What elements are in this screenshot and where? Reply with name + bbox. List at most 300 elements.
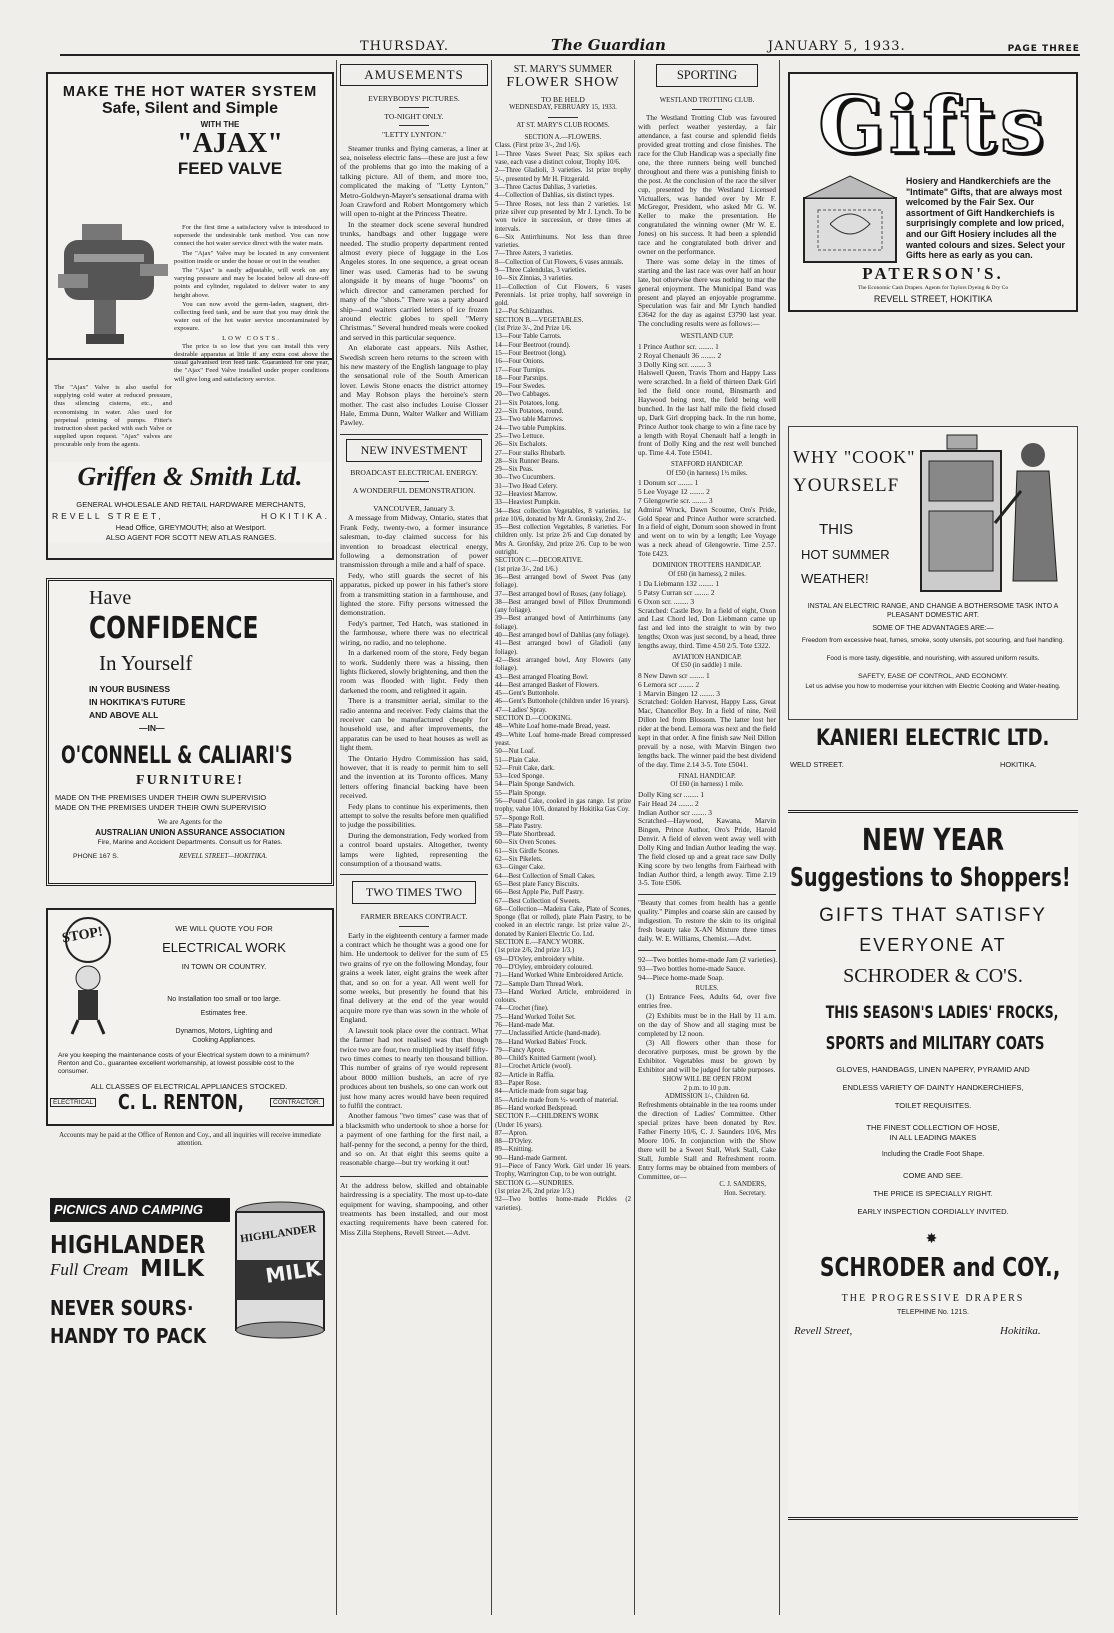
renton-keeping: Are you keeping the maintenance costs of your Electrical system down to a minimum? Renton and Co., guarantee excellent workmanship, at lowest possible cost to the consumer. bbox=[58, 1052, 310, 1075]
dominion-sub: Of £60 (in harness), 2 miles. bbox=[668, 570, 746, 578]
schroder-sports: SPORTS and MILITARY COATS bbox=[825, 1033, 1045, 1054]
flower-show-entry: 76—Hand-made Mat. bbox=[495, 1022, 555, 1029]
oconnell-caliari-ad bbox=[46, 578, 334, 886]
schroder-name-line: SCHRODER & CO'S. bbox=[843, 965, 1023, 987]
flower-show-entry: 59—Plate Shortbread. bbox=[495, 831, 556, 839]
result-line: 7 Glengowrie scr. ........ 3 bbox=[638, 496, 713, 506]
stafford-report: Admiral Wruck, Dawn Scoume, Oro's Pride, Gold Spear and Prince Author were scratched. In a field of eight, Donum soon showed in front and went on to win by a length; Lee Voyage was a neck ahead of Glengowrie. Time 2.57. Tote £423. bbox=[638, 505, 776, 559]
result-line: 6 Oxon scr. ........ 3 bbox=[638, 597, 695, 607]
griffen-firm-line1: GENERAL WHOLESALE AND RETAIL HARDWARE MERCHANTS, bbox=[76, 500, 306, 509]
flower-show-entry: 78—Hand Worked Babies' Frock. bbox=[495, 1038, 587, 1046]
two-times-two-sub: FARMER BREAKS CONTRACT. bbox=[360, 912, 468, 922]
flower-show-entry: 41—Best arranged bowl of Gladioli (any foliage). bbox=[495, 640, 631, 656]
flower-show-entry: 15—Four Beetroot (long). bbox=[495, 349, 567, 357]
divider bbox=[692, 109, 722, 110]
new-investment-para: There is a transmitter aerial, similar to the radio antenna and receiver. Fedy claims that the receiver can be manufactured cheaply for household use, and after improvements, the apparatus can be used to heat houses as well as light them. bbox=[340, 696, 488, 753]
flower-show-entry: 67—Best Collection of Sweets. bbox=[495, 897, 581, 905]
show-rules bbox=[638, 993, 776, 1075]
final-heading: FINAL HANDICAP. bbox=[678, 772, 736, 780]
flower-show-entry: 71—Hand Worked White Embroidered Article. bbox=[495, 972, 624, 980]
griffen-head-office: Head Office, GREYMOUTH; also at Westport. bbox=[115, 523, 267, 532]
flower-show-entry: 90—Hand-made Garment. bbox=[495, 1154, 568, 1162]
renton-estimates: Estimates free. bbox=[200, 1010, 248, 1017]
oconnell-caliari-name: O'CONNELL & CALIARI'S bbox=[61, 741, 293, 769]
flower-show-entry: 89—Knitting. bbox=[495, 1146, 533, 1154]
flower-show-entry: 55—Plain Sponge. bbox=[495, 789, 547, 797]
flower-show-entry: 62—Six Pikelets. bbox=[495, 856, 543, 864]
new-investment-dateline: VANCOUVER, January 3. bbox=[373, 504, 455, 514]
schroder-everyone: EVERYONE AT bbox=[859, 935, 1007, 955]
flower-show-entry: 80—Child's Knitted Garment (wool). bbox=[495, 1055, 597, 1063]
griffen-firm-name: Griffen & Smith Ltd. bbox=[77, 462, 303, 491]
flower-show-entry: 12—Pot Schizanthus. bbox=[495, 308, 554, 316]
flower-show-entry: 51—Plain Cake. bbox=[495, 756, 540, 764]
westland-cup-report: Halswell Queen, Travis Thorn and Happy Lass were scratched. In a field of thirteen Dark Girl led the field once round, Binsmarth and Haywood being next, the field being well bunched. In the last half mile the field closed up, Dark Girl dropping back. In the run home, Prince Author took charge to win a fine race by a length with Royal Chenault half a length in front of Dolly King and the rest well bunched up. Time 4.4. Tote £5041. bbox=[638, 369, 776, 458]
flower-show-entry: 26—Six Eschalots. bbox=[495, 441, 548, 449]
flower-show-entry: 28—Six Runner Beans. bbox=[495, 457, 560, 465]
renton-electrical-work: ELECTRICAL WORK bbox=[162, 940, 286, 955]
column-flower-show bbox=[495, 62, 631, 1617]
result-line: 8 New Dawn scr ........ 1 bbox=[638, 670, 710, 680]
flower-show-entry: SECTION C.—DECORATIVE. bbox=[495, 557, 583, 565]
new-investment-para: The Ontario Hydro Commission has said, however, that it is ready to permit him to sell and the invention at its Toronto offices. Many letters offering financial backing have been received. bbox=[340, 753, 488, 801]
kanieri-advantages: SOME OF THE ADVANTAGES ARE:— bbox=[872, 625, 994, 632]
flower-show-entry: SECTION F.—CHILDREN'S WORK bbox=[495, 1113, 599, 1121]
highlander-never-sours: NEVER SOURS· bbox=[50, 1296, 194, 1320]
kanieri-weather: WEATHER! bbox=[801, 571, 869, 586]
result-line: 5 Lee Voyage 12 ........ 2 bbox=[638, 487, 710, 497]
two-times-two-heading: TWO TIMES TWO bbox=[365, 885, 463, 900]
flower-show-entry: 63—Ginger Cake. bbox=[495, 864, 545, 872]
highlander-full-cream: Full Cream bbox=[50, 1260, 129, 1279]
sporting-body bbox=[638, 114, 776, 329]
divider bbox=[399, 499, 429, 500]
two-times-two-para: Another famous "two times" case was that of a blacksmith who undertook to shoe a horse for a payment of one farthing for the first nail, a half-penny for the second, a penny for the third, and so on. At that eight this seems quite a reasonable charge—but try working it out! bbox=[340, 1111, 488, 1168]
dominion-report: Scratched: Castle Boy. In a field of eight, Oxon and Last Chord led, Don Liebmann came up fast and led into the straight to win by two lengths; Oxon was just second, by a head, three lengths away, third. Time 4.50 2/5. Tote £322. bbox=[638, 606, 776, 651]
result-line: 6 Lemora scr ........ 2 bbox=[638, 680, 700, 690]
schroder-cradle: Including the Cradle Foot Shape. bbox=[881, 1151, 985, 1158]
flower-show-entry: 64—Best Collection of Small Cakes. bbox=[495, 872, 596, 880]
flower-show-entry: 66—Best Apple Pie, Puff Pastry. bbox=[495, 889, 584, 897]
schroder-early: EARLY INSPECTION CORDIALLY INVITED. bbox=[857, 1207, 1009, 1216]
show-admission: ADMISSION 1/-, Children 6d. bbox=[664, 1092, 750, 1100]
confidence-agents: We are Agents for the bbox=[157, 817, 223, 826]
column-rule bbox=[336, 60, 337, 1615]
renton-contractor-label: CONTRACTOR. bbox=[270, 1098, 324, 1107]
show-rule: (2) Exhibits must be in the Hall by 11 a.m. on the day of Show and all staging must be completed by 12 noon. bbox=[638, 1011, 776, 1038]
hairdressing-notice: At the address below, skilled and obtainable hairdressing is a speciality. The most up-to-date equipment for waving, shampooing, and other treatments has been installed, and our most exacting requirements have been catered for. Miss Zilla Stephens, Revell Street.—Advt. bbox=[340, 1180, 488, 1237]
flower-show-entry: 18—Four Parsnips. bbox=[495, 374, 548, 382]
two-times-two-heading-box bbox=[352, 881, 476, 904]
flower-show-entry: 8—Collection of Cut Flowers, 6 vases annuals. bbox=[495, 258, 624, 266]
sporting-heading-box bbox=[656, 64, 758, 87]
new-investment-heading-box bbox=[346, 439, 482, 462]
final-report: Scratched—Haywood, Kawana, Marvin Bingen, Prince Author, Oro's Pride, Harold Denvir. A field of eleven went away well with Dolly King and Indian Author leading the way. The field closed up and a great race saw Dolly King score by two lengths from Fairhead with Indian Author third, a length away. Time 2.19 3-5. Tote £506. bbox=[638, 817, 776, 888]
highlander-milk: MILK bbox=[140, 1256, 204, 1282]
amusements-sub2: TO-NIGHT ONLY. bbox=[384, 112, 444, 122]
flower-show-entry: 50—Nut Loaf. bbox=[495, 748, 536, 756]
show-open-heading: SHOW WILL BE OPEN FROM bbox=[662, 1076, 752, 1084]
handkerchief-box-icon bbox=[802, 174, 898, 270]
ajax-body-para: For the first time a satisfactory valve is introduced to supersede the undesirable tank method. You can now connect the hot water service direct with the water main. bbox=[174, 224, 329, 248]
kanieri-street: WELD STREET. bbox=[790, 760, 844, 769]
amusements-para: In the steamer dock scene several hundred trunks, handbags and other luggage were needed. The studio property department rented almost every piece of luggage in the Los Angeles stores. In one sequence, a great ocean liner was used. Cameras had to be swung alongside it by means of huge "booms" on which director and cameramen perched for many of the "shots." There was a party aboard ship—and waiters carried letters of ice frozen around electric globes to spell "Merry Christmas." Several hundred meals were cooked and served in this particular sequence. bbox=[340, 219, 488, 342]
flower-show-section-a: SECTION A.—FLOWERS. bbox=[524, 134, 602, 142]
ajax-headline: MAKE THE HOT WATER SYSTEM bbox=[62, 84, 318, 100]
highlander-brand: HIGHLANDER bbox=[50, 1230, 206, 1259]
column-rule bbox=[634, 60, 635, 1615]
confidence-street: REVELL STREET—HOKITIKA. bbox=[179, 853, 268, 860]
flower-show-entry: 86—Hand worked Bedspread. bbox=[495, 1104, 578, 1112]
renton-cooking: Cooking Appliances. bbox=[192, 1037, 256, 1044]
confidence-line: AND ABOVE ALL bbox=[89, 710, 159, 720]
final-sub: Of £60 (in harness) 1 mile. bbox=[670, 781, 744, 789]
ajax-name: "AJAX" bbox=[177, 128, 283, 159]
schroder-gloves: GLOVES, HANDBAGS, LINEN NAPERY, PYRAMID AND bbox=[836, 1065, 1030, 1074]
renton-electrical-ad bbox=[46, 908, 334, 1126]
confidence-fire: Fire, Marine and Accident Departments. Consult us for Rates. bbox=[97, 839, 283, 846]
flower-show-heading2: FLOWER SHOW bbox=[506, 75, 620, 90]
stafford-heading: STAFFORD HANDICAP. bbox=[671, 461, 743, 469]
confidence-have: Have bbox=[89, 587, 132, 609]
flower-show-entry: 6—Six Antirrhinums. Not less than three varieties. bbox=[495, 233, 631, 250]
aviation-sub: Of £50 (in saddle) 1 mile. bbox=[671, 662, 743, 670]
confidence-line: IN HOKITIKA'S FUTURE bbox=[89, 697, 186, 707]
new-investment-para: During the demonstration, Fedy worked from a control board upstairs. Altogether, twenty lamps were lighted, representing the consumption of a thousand watts. bbox=[340, 830, 488, 869]
flower-show-entry: 14—Four Beetroot (round). bbox=[495, 341, 571, 349]
kanieri-hot-summer: HOT SUMMER bbox=[801, 547, 890, 562]
flower-show-entry: 36—Best arranged bowl of Sweet Peas (any foliage). bbox=[495, 573, 631, 590]
result-line: 5 Patsy Curran scr ........ 2 bbox=[638, 588, 715, 598]
flower-show-entry: 45—Gent's Buttonhole. bbox=[495, 690, 560, 698]
flower-show-entry: 91—Piece of Fancy Work. Girl under 16 years. Trophy, Warrington Cup, to be won outright. bbox=[495, 1163, 631, 1179]
amusements-body bbox=[340, 144, 488, 428]
divider bbox=[399, 926, 429, 927]
amusements-para: Steamer trunks and flying cameras, a liner at sea, noiseless electric fans—these are just a few of the problems that go into the making of a talking picture. All of them, and more too, complicated the making of "Letty Lynton," Metro-Goldwyn-Mayer's sensational drama with Joan Crawford and Robert Montgomery which will open to-night at the Princess Theatre. bbox=[340, 143, 488, 219]
divider bbox=[638, 894, 776, 895]
schroder-hose1: THE FINEST COLLECTION OF HOSE, bbox=[866, 1123, 1000, 1132]
flower-show-entry: SECTION D.—COOKING. bbox=[495, 715, 572, 723]
flower-show-entry: 74—Crochet (fine). bbox=[495, 1005, 549, 1013]
flower-show-entry: 39—Best arranged bowl of Antirrhinums (any foliage). bbox=[495, 615, 631, 631]
flower-show-entry: 60—Six Oven Scones. bbox=[495, 839, 557, 847]
confidence-in-yourself: In Yourself bbox=[99, 651, 193, 675]
show-open-time: 2 p.m. to 10 p.m. bbox=[683, 1084, 731, 1092]
schroder-phone: TELEPHINE No. 121S. bbox=[897, 1309, 969, 1316]
renton-name: C. L. RENTON, bbox=[118, 1090, 244, 1114]
renton-town: IN TOWN OR COUNTRY. bbox=[181, 962, 267, 971]
schroder-ornament: ✸ bbox=[925, 1231, 941, 1247]
schroder-price: THE PRICE IS SPECIALLY RIGHT. bbox=[873, 1189, 993, 1198]
flower-show-entry: 21—Six Potatoes, long. bbox=[495, 399, 560, 407]
schroder-new-year: NEW YEAR bbox=[861, 823, 1005, 858]
flower-show-entry: 7—Three Asters, 3 varieties. bbox=[495, 250, 573, 258]
flower-show-entry: SECTION E.—FANCY WORK. bbox=[495, 939, 585, 947]
griffen-street: REVELL STREET, bbox=[52, 511, 164, 521]
flower-show-entry: (1st prize 2/6, 2nd prize 1/3.) bbox=[495, 947, 575, 955]
amusements-heading-box bbox=[340, 64, 488, 86]
divider bbox=[340, 434, 488, 435]
flower-show-entry: 87—Apron. bbox=[495, 1129, 528, 1137]
flower-show-entry: 61—Six Girdle Scones. bbox=[495, 847, 560, 855]
flower-show-class: Class. (First prize 3/-, 2nd 1/6). bbox=[495, 142, 581, 150]
flower-show-entry: 75—Hand Worked Toilet Set. bbox=[495, 1013, 576, 1021]
schroder-hose2: IN ALL LEADING MAKES bbox=[889, 1133, 977, 1142]
flower-show-heading1: ST. MARY'S SUMMER bbox=[513, 64, 613, 75]
ajax-caption: The "Ajax" Valve is also useful for supplying cold water at reduced pressure, thus silencing cisterns, etc., and economising in water. Also used for perpetual priming of pumps. Fitter's instruction sheet packed with each Valve or supplied upon request. "Ajax" valves are procurable only from the agents. bbox=[54, 384, 172, 449]
flower-show-entry: 84—Article made from sugar bag. bbox=[495, 1088, 589, 1096]
masthead-title: The Guardian bbox=[550, 36, 666, 54]
confidence-line: IN YOUR BUSINESS bbox=[89, 684, 171, 694]
electric-range-illustration-icon bbox=[917, 431, 1073, 597]
confidence-lines bbox=[89, 683, 185, 735]
flower-show-entry: 56—Pound Cake, cooked in gas range. 1st prize trophy, value 10/6, donated by Hokitika Gas Coy. bbox=[495, 797, 631, 814]
result-line: 1 Da Liebmann 132 ........ 1 bbox=[638, 578, 720, 588]
flower-show-entry: (1st Prize 3/-, 2nd Prize 1/6. bbox=[495, 325, 572, 333]
flower-show-entry: SECTION B.—VEGETABLES. bbox=[495, 316, 584, 324]
flower-show-entry: 38—Best arranged bowl of Pillox Drummondi (any foliage). bbox=[495, 598, 631, 615]
confidence-headline: CONFIDENCE bbox=[89, 611, 259, 646]
divider bbox=[638, 950, 776, 951]
new-investment-sub2: A WONDERFUL DEMONSTRATION. bbox=[352, 486, 476, 495]
kanieri-firm-name: KANIERI ELECTRIC LTD. bbox=[816, 726, 1050, 751]
flower-show-entry: 43—Best arranged Floating Bowl. bbox=[495, 673, 589, 681]
kanieri-town: HOKITIKA. bbox=[1000, 760, 1037, 769]
divider bbox=[399, 107, 429, 108]
patersons-name: PATERSON'S. bbox=[862, 264, 1004, 283]
confidence-made bbox=[55, 793, 331, 813]
masthead-date: JANUARY 5, 1933. bbox=[767, 39, 906, 54]
milk-can-brand: HIGHLANDER bbox=[239, 1222, 317, 1246]
show-rule: (1) Entrance Fees, Adults 6d, over five entries free. bbox=[638, 992, 776, 1010]
flower-show-entry: 10—Six Zinnias, 3 varieties. bbox=[495, 275, 573, 283]
result-line: 1 Prince Author scr. ........ 1 bbox=[638, 341, 719, 351]
rules-heading: RULES. bbox=[695, 984, 719, 992]
kanieri-install: INSTAL AN ELECTRIC RANGE, AND CHANGE A BOTHERSOME TASK INTO A PLEASANT DOMESTIC ART. bbox=[807, 603, 1059, 619]
griffen-firm-address bbox=[52, 511, 330, 521]
new-investment-para: A message from Midway, Ontario, states that Frank Fedy, twenty-two, a former insurance salesman, to-day claimed success for his invention to broadcast electrical energy, following a demonstration of power transmission through a mile and a half of space. bbox=[340, 513, 488, 570]
new-investment-para: Fedy, who still guards the secret of his apparatus, picked up power in his father's store from a transmitting station in a farmhouse, and lighted the store. Fifty persons witnessed the demonstration. bbox=[340, 570, 488, 618]
flower-show-entry: 42—Best arranged bowl, Any Flowers (any foliage). bbox=[495, 656, 631, 673]
flower-show-entry: 22—Six Potatoes, round. bbox=[495, 408, 564, 416]
two-times-two-para: Early in the eighteenth century a farmer made a contract which he thought was a good one for him. He undertook to deliver for the sum of £5 two grains of rye on the following Monday, four grains a week later, eight grains the week after that, and so on for a year. All went well for some weeks, but presently he found that his final delivery at the end of the year would acquire more rye than was sown in the whole of England. bbox=[340, 930, 488, 1025]
flower-show-entry: 9—Three Calendulas, 3 varieties. bbox=[495, 266, 587, 274]
schroder-ad bbox=[788, 810, 1078, 1520]
ajax-body-para: The "Ajax" is easily adjustable, will work on any varying pressure and may be located below all draw-off points and cylinder, regulated to deliver water to any height above. bbox=[174, 267, 329, 299]
flower-show-entry: 92—Two bottles home-made Pickles (2 varieties). bbox=[495, 1196, 631, 1212]
kanieri-freedom: Freedom from excessive heat, fumes, smoke, sooty utensils, pot scouring, and fuel handling. bbox=[801, 637, 1065, 644]
result-line: Indian Author scr ........ 3 bbox=[638, 807, 712, 817]
westland-cup-heading: WESTLAND CUP. bbox=[680, 333, 734, 341]
patersons-street: REVELL STREET, HOKITIKA bbox=[873, 294, 993, 304]
kanieri-electric-ad bbox=[788, 426, 1078, 720]
flower-show-entry: 65—Best plate Fancy Biscuits. bbox=[495, 880, 580, 888]
flower-show-entry: 73—Hand Worked Article, embroidered in colours. bbox=[495, 988, 631, 1005]
masthead bbox=[60, 34, 1080, 56]
flower-show-entry: 48—White Loaf home-made Bread, yeast. bbox=[495, 723, 611, 731]
renton-electrical-label: ELECTRICAL bbox=[50, 1098, 96, 1107]
result-line: Fair Head 24 ........ 2 bbox=[638, 798, 699, 808]
dominion-heading: DOMINION TROTTERS HANDICAP. bbox=[652, 562, 762, 570]
column-amusements bbox=[340, 62, 488, 1617]
schroder-gifts: GIFTS THAT SATISFY bbox=[819, 905, 1047, 926]
divider bbox=[399, 481, 429, 482]
griffen-town: HOKITIKA. bbox=[260, 511, 330, 521]
highlander-picnics-banner: PICNICS AND CAMPING bbox=[50, 1198, 230, 1222]
gifts-word: Gifts bbox=[818, 80, 1048, 171]
flower-show-entry: 16—Four Onions. bbox=[495, 358, 545, 366]
stafford-sub: Of £50 (in harness) 1½ miles. bbox=[666, 469, 748, 477]
flower-show-entry: 23—Two table Marrows. bbox=[495, 416, 564, 424]
kanieri-safety: SAFETY, EASE OF CONTROL, AND ECONOMY. bbox=[858, 673, 1008, 680]
flower-show-entry: 19—Four Swedes. bbox=[495, 383, 546, 391]
flower-show-entry: 4—Collection of Dahlias, six distinct types. bbox=[495, 192, 615, 200]
confidence-made-line: MADE ON THE PREMISES UNDER THEIR OWN SUPERVISIO bbox=[55, 793, 267, 802]
flower-show-entry: 79—Fancy Apron. bbox=[495, 1046, 546, 1054]
two-times-two-para: A lawsuit took place over the contract. What the farmer had not realised was that though twice two are four, two multiplied by itself fifty-two times comes to nearly ten thousand billion. This number of grains of rye would represent about 8000 million bushels, an acre of rye produces about ten bushels, so one can work out just how many acres would have been required to fulfil the contract. bbox=[340, 1025, 488, 1110]
result-line: 1 Donum scr ........ 1 bbox=[638, 478, 699, 488]
show-signature-title: Hon. Secretary. bbox=[723, 1189, 766, 1197]
renton-no-installation: No Installation too small or too large. bbox=[167, 996, 281, 1003]
flower-show-entry: 17—Four Turnips. bbox=[495, 366, 546, 374]
divider bbox=[340, 1176, 488, 1177]
masthead-page-number: PAGE THREE bbox=[1007, 44, 1080, 54]
renton-stocked: ALL CLASSES OF ELECTRICAL APPLIANCES STOCKED. bbox=[90, 1082, 288, 1091]
flower-show-entry: 47—Ladies' Spray. bbox=[495, 706, 547, 714]
kanieri-yourself: YOURSELF bbox=[793, 475, 900, 496]
aviation-heading: AVIATION HANDICAP. bbox=[672, 654, 742, 662]
flower-show-entry: 30—Two Cucumbers. bbox=[495, 474, 555, 482]
flower-show-entry: 29—Six Peas. bbox=[495, 466, 534, 474]
sundry-entry: 92—Two bottles home-made Jam (2 varieties). bbox=[638, 954, 778, 964]
schroder-frocks: THIS SEASON'S LADIES' FROCKS, bbox=[825, 1003, 1059, 1023]
masthead-day: THURSDAY. bbox=[360, 39, 449, 54]
flower-show-entry: 3—Three Cactus Dahlias, 3 varieties. bbox=[495, 184, 597, 192]
flower-show-sub1: TO BE HELD bbox=[541, 95, 585, 104]
flower-show-entry: 27—Four stalks Rhubarb. bbox=[495, 449, 566, 457]
schroder-endless: ENDLESS VARIETY OF DAINTY HANDKERCHIEFS, bbox=[842, 1083, 1024, 1092]
flower-show-entry: 77—Unclassified Article (hand-made). bbox=[495, 1030, 601, 1038]
flower-show-entry: 13—Four Table Carrots. bbox=[495, 333, 562, 341]
flower-show-entry: (Under 16 years). bbox=[495, 1121, 543, 1129]
flower-show-entry: 52—Fruit Cake, dark. bbox=[495, 764, 555, 772]
confidence-furniture: FURNITURE! bbox=[136, 773, 244, 788]
flower-show-entry: 68—Collection—Madeira Cake, Plate of Scones, Sponge (flat or rolled), plate Plain Pastry, to be cooked in an electric range. 1st prize value 2/-, donated by Kanieri Electric Co. Ltd. bbox=[495, 905, 631, 938]
flower-show-entry: 88—D'Oyley. bbox=[495, 1138, 533, 1146]
flower-show-entry: (1st prize 2/6, 2nd prize 1/3.) bbox=[495, 1187, 575, 1195]
new-investment-body bbox=[340, 513, 488, 868]
new-investment-para: In a darkened room of the store, Fedy began to work. Suddenly there was a hissing, then lights flickered, slowly brightening, and then the room was flooded with light. Fedy then darkened the room, and relighted it again. bbox=[340, 648, 488, 695]
renton-quote: WE WILL QUOTE YOU FOR bbox=[175, 924, 273, 933]
amusements-sub1: EVERYBODYS' PICTURES. bbox=[368, 94, 460, 103]
new-investment-heading: NEW INVESTMENT bbox=[360, 442, 468, 457]
new-investment-para: Fedy plans to continue his experiments, then attempt to solve the results before men qualified to judge the possibilities. bbox=[340, 801, 488, 830]
show-rule: (3) All flowers other than those for decorative purposes, must be grown by the Exhibitor. Vegetables must be grown by Exhibitor and will be judged for table purposes. bbox=[638, 1039, 776, 1075]
schroder-town: Hokitika. bbox=[1000, 1325, 1041, 1337]
confidence-assurance: AUSTRALIAN UNION ASSURANCE ASSOCIATION bbox=[95, 828, 285, 837]
column-rule bbox=[491, 60, 492, 1615]
renton-stop: STOP! bbox=[60, 924, 104, 947]
highlander-milk-ad bbox=[46, 1196, 334, 1366]
griffen-agent: ALSO AGENT FOR SCOTT NEW ATLAS RANGES. bbox=[105, 533, 277, 542]
schroder-street: Revell Street, bbox=[794, 1325, 853, 1337]
show-signature: C. J. SANDERS, bbox=[719, 1181, 766, 1189]
kanieri-why-cook: WHY "COOK" bbox=[793, 447, 916, 467]
flower-show-entry: 24—Two table Pumpkins. bbox=[495, 424, 567, 432]
flower-show-entry: 11—Collection of Cut Flowers, 6 vases Perennials. 1st prize trophy, half sovereign in gold. bbox=[495, 283, 631, 308]
schroder-suggestions: Suggestions to Shoppers! bbox=[790, 863, 1071, 893]
milk-can-milk: MILK bbox=[264, 1256, 323, 1288]
flower-show-entry: 35—Best collection Vegetables, 8 varieties. For children only. 1st prize 2/6 and Cup donated by Mrs A. Gronfsky, 2nd prize 2/6. Cup to be won outright. bbox=[495, 524, 631, 557]
schroder-come: COME AND SEE. bbox=[903, 1171, 963, 1180]
result-line: Dolly King scr ........ 1 bbox=[638, 789, 705, 799]
flower-show-entry: 83—Paper Rose. bbox=[495, 1080, 542, 1088]
sporting-heading: SPORTING bbox=[676, 68, 738, 82]
flower-show-entry: (1st prize 3/-, 2nd 1/6.) bbox=[495, 565, 558, 573]
flower-show-entry: 40—Best arranged bowl of Dahlias (any foliage). bbox=[495, 632, 630, 640]
schroder-firm: SCHRODER and COY., bbox=[819, 1253, 1061, 1283]
ajax-low-costs-heading: LOW COSTS. bbox=[222, 334, 281, 342]
flower-show-entry: 72—Sample Darn Thread Work. bbox=[495, 980, 584, 988]
flower-show-entry: 1—Three Vases Sweet Peas; Six spikes each vase, each vase a distinct colour, Trophy 10/6. bbox=[495, 150, 631, 167]
ajax-product: FEED VALVE bbox=[177, 159, 283, 178]
column-sporting bbox=[638, 62, 776, 1617]
flower-show-entry: 46—Gent's Buttonhole (children under 16 years). bbox=[495, 698, 630, 706]
new-investment-sub1: BROADCAST ELECTRICAL ENERGY. bbox=[350, 467, 478, 477]
flower-show-date: WEDNESDAY, FEBRUARY 15, 1933. bbox=[509, 104, 617, 112]
kanieri-food: Food is more tasty, digestible, and nourishing, with assured uniform results. bbox=[826, 655, 1040, 662]
patersons-gifts-ad bbox=[788, 72, 1078, 312]
ajax-body-para: The "Ajax" Valve may be located in any convenient position inside or under the house or out in the weather. bbox=[174, 249, 329, 265]
ajax-low-costs: The price is so low that you can install this very desirable apparatus at little if any extra cost above the usual galvanised iron feed tank. Guaranteed for one year, the "Ajax" Feed Valve installed under proper conditions will give long and satisfactory service. bbox=[174, 342, 329, 383]
flower-show-entry: 33—Heaviest Pumpkin. bbox=[495, 499, 561, 507]
sundry-entry: 93—Two bottles home-made Sauce. bbox=[638, 964, 746, 974]
flower-show-entry: 81—Crochet Article (wool). bbox=[495, 1063, 572, 1071]
sundry-entry: 94—Piece home-made Soap. bbox=[638, 973, 724, 983]
ajax-with-the: WITH THE bbox=[200, 120, 240, 129]
gifts-text: Hosiery and Handkerchiefs are the "Intimate" Gifts, that are always most welcomed by the Fair Sex. Our assortment of Gift Handkerchiefs is surprisingly complete and low priced, and our Gift Hosiery includes all the wanted colours and sizes. Select your Gifts here as early as you can. bbox=[906, 176, 1065, 261]
flower-show-entry: 5—Three Roses, not less than 2 varieties. 1st prize silver cup presented by Mr J. Lynch. To be won twice in succession, or three times at intervals. bbox=[495, 200, 631, 233]
kanieri-this: THIS bbox=[819, 521, 854, 538]
result-line: 1 Marvin Bingen 12 ........ 3 bbox=[638, 689, 720, 699]
flower-show-entry: 49—White Loaf home-made Bread compressed yeast. bbox=[495, 731, 631, 747]
confidence-made-line: MADE ON THE PREMISES UNDER THEIR OWN SUPERVISIO bbox=[55, 803, 267, 812]
flower-show-entry: 70—D'Oyley, embroidery coloured. bbox=[495, 963, 593, 971]
divider bbox=[399, 125, 429, 126]
result-line: 3 Dolly King scr. ........ 3 bbox=[638, 359, 712, 369]
sporting-para: The Westland Trotting Club was favoured with perfect weather yesterday, a fair attendance, a fast course and splendid fields provided great trotting and close finishes. The race for the Club Handicap was a specially fine one, the three runners being well bunched throughout and there was a punishing finish to the post. At the conclusion of the race the silver cup, presented by the Westland Licensed Victuallers, was handed over by Mr F. McGregor, President, who asked Mr G. W. Keller to make the presentation. He congratulated the winning owner (Mr W. E. Jones) on his success. It had been a splendid race and he congratulated both driver and owner on the performance. bbox=[638, 114, 776, 256]
result-line: 2 Royal Chenault 36 ........ 2 bbox=[638, 350, 722, 360]
column-rule bbox=[779, 60, 780, 1615]
confidence-phone: PHONE 167 S. bbox=[73, 853, 119, 860]
flower-show-entry: 57—Sponge Roll. bbox=[495, 814, 545, 822]
flower-show-entry: SECTION G.—SUNDRIES. bbox=[495, 1179, 574, 1187]
flower-show-entry: 54—Plain Sponge Sandwich. bbox=[495, 781, 575, 789]
renton-dynamos: Dynamos, Motors, Lighting and bbox=[175, 1028, 273, 1035]
confidence-line: —IN— bbox=[139, 723, 165, 733]
amusements-para: An elaborate cast appears. Nils Asther, Swedish screen hero returns to the screen with his new mastery of the English language to play the sensational role of the South American lover. Lewis Stone enacts the district attorney and May Robson plays the heroine's stern mother. The cast also includes Louise Closser Hale, Emma Dunn, Walter Walker and William Pawley. bbox=[340, 343, 488, 428]
aviation-report: Scratched: Golden Harvest, Happy Lass, Great Mac, Chancellor Boy. In a field of nine, Neil Dillon led from Blossom. The latter lost her rider at the bend. Lemora was next and the field kept in that order. A fine finish saw Neil Dillon prevail by a nose, with Marvin Bingen two lengths back. The winner paid the best dividend of the day. Time 2.14 3-5. Tote £5041. bbox=[638, 698, 776, 769]
patersons-sub: The Economic Cash Drapers. Agents for Taylors Dyeing & Dry Co bbox=[857, 285, 1009, 291]
flower-show-entry: 44—Best arranged Basket of Flowers. bbox=[495, 681, 600, 689]
flower-show-entry: 31—Two Head Celery. bbox=[495, 482, 558, 490]
amusements-heading: AMUSEMENTS bbox=[364, 67, 464, 82]
schroder-toilet: TOILET REQUISITES. bbox=[894, 1101, 972, 1110]
highlander-handy-to-pack: HANDY TO PACK bbox=[50, 1324, 207, 1348]
flower-show-entry: 58—Plate Pastry. bbox=[495, 822, 543, 830]
schroder-drapers: THE PROGRESSIVE DRAPERS bbox=[841, 1293, 1025, 1304]
divider bbox=[340, 874, 488, 875]
